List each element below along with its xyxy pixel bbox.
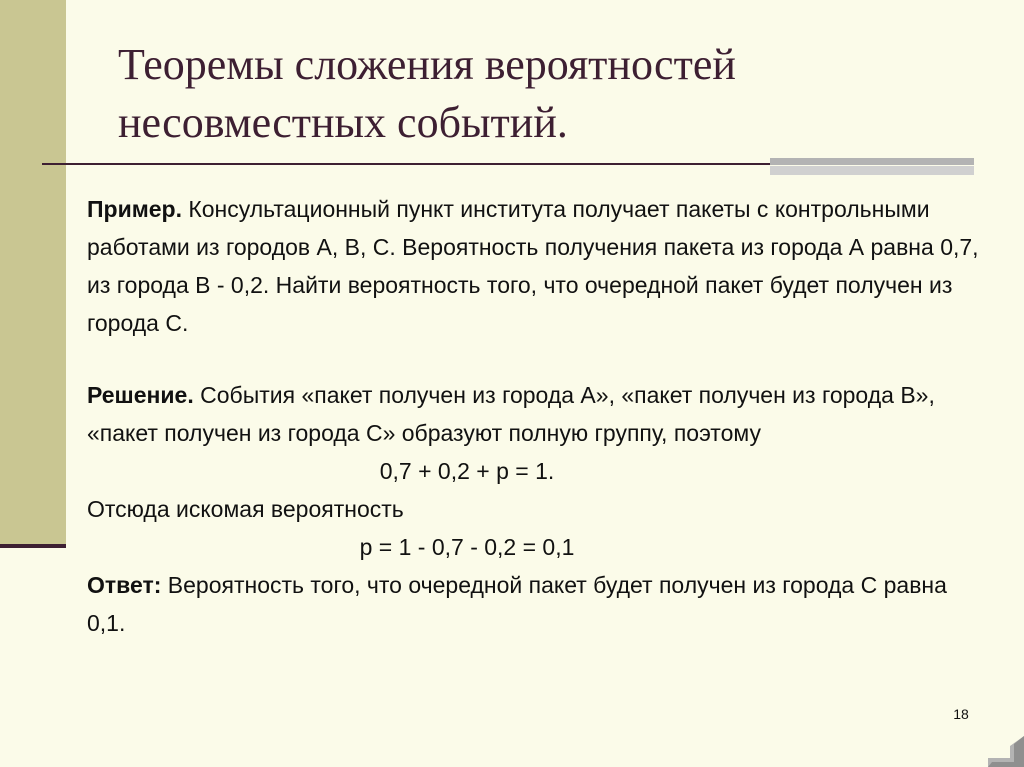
- solution-paragraph: [87, 376, 987, 452]
- answer-label: Ответ:: [87, 572, 162, 598]
- page-number: 18: [953, 706, 969, 722]
- answer-paragraph: [87, 566, 987, 642]
- example-label: Пример.: [87, 196, 182, 222]
- title-underline: [42, 163, 782, 165]
- title-accent-shadow: [770, 166, 974, 175]
- example-paragraph: [87, 190, 987, 342]
- answer-text: Вероятность того, что очередной пакет будет получен из города С равна 0,1.: [87, 572, 947, 636]
- formula-sum: 0,7 + 0,2 + р = 1.: [379, 458, 555, 484]
- formula-result: р = 1 - 0,7 - 0,2 = 0,1: [359, 534, 575, 560]
- example-text: Консультационный пункт института получает пакеты с контрольными работами из городов А, В, С. Вероятность получения пакета из города А равна 0,7, из города В - 0,2. Найти вероятность того, что очередной пакет будет получен из города С.: [87, 196, 979, 336]
- title-accent-bar: [770, 158, 974, 165]
- hence-text: Отсюда искомая вероятность: [87, 496, 404, 522]
- left-decorative-bar: [0, 0, 66, 548]
- corner-decoration-icon: [988, 736, 1024, 767]
- paragraph-gap: [87, 342, 987, 376]
- slide-title: Теоремы сложения вероятностей несовместных событий.: [118, 40, 736, 147]
- slide-body: [87, 190, 987, 642]
- solution-text: События «пакет получен из города А», «пакет получен из города В», «пакет получен из города С» образуют полную группу, поэтому: [87, 382, 935, 446]
- solution-label: Решение.: [87, 382, 194, 408]
- left-bar-divider: [0, 544, 66, 548]
